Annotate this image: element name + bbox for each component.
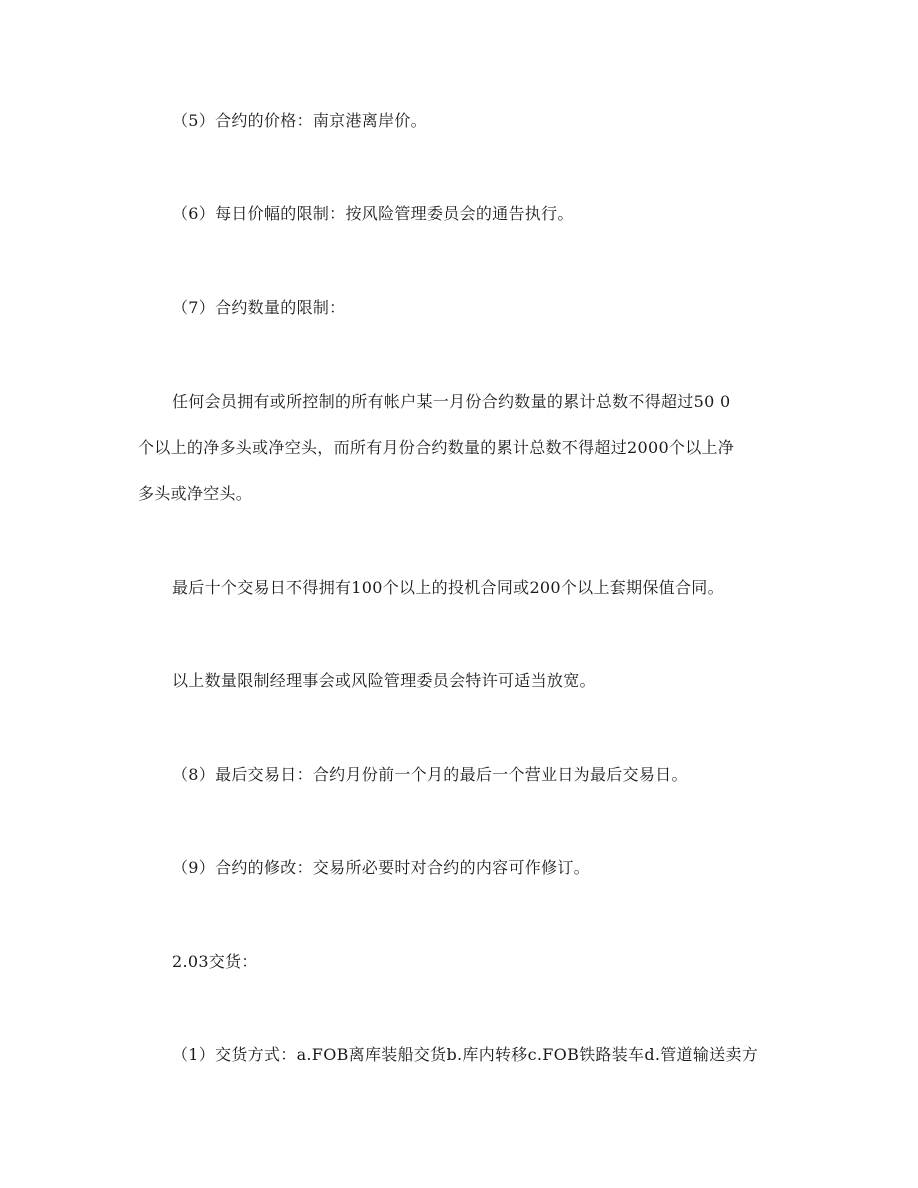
clause-5-price: （5）合约的价格：南京港离岸价。 [172,111,427,130]
paragraph-last-ten-days: 最后十个交易日不得拥有100个以上的投机合同或200个以上套期保值合同。 [172,578,724,597]
clause-8-last-trading-day: （8）最后交易日：合约月份前一个月的最后一个营业日为最后交易日。 [172,765,688,784]
paragraph-line: 多头或净空头。 [138,484,253,503]
paragraph-line: 任何会员拥有或所控制的所有帐户某一月份合约数量的累计总数不得超过50 0 [172,392,731,411]
clause-7-quantity-limit: （7）合约数量的限制： [172,298,346,317]
clause-6-daily-limit: （6）每日价幅的限制：按风险管理委员会的通告执行。 [172,204,574,223]
clause-1-delivery-method: （1）交货方式：a.FOB离库装船交货b.库内转移c.FOB铁路装车d.管道输送卖方 [172,1045,759,1064]
clause-9-modification: （9）合约的修改：交易所必要时对合约的内容可作修订。 [172,858,590,877]
paragraph-limit-relaxation: 以上数量限制经理事会或风险管理委员会特许可适当放宽。 [172,671,596,690]
paragraph-line: 个以上的净多头或净空头，而所有月份合约数量的累计总数不得超过2000个以上净 [138,438,735,457]
section-2-03-heading: 2.03交货： [172,952,258,971]
